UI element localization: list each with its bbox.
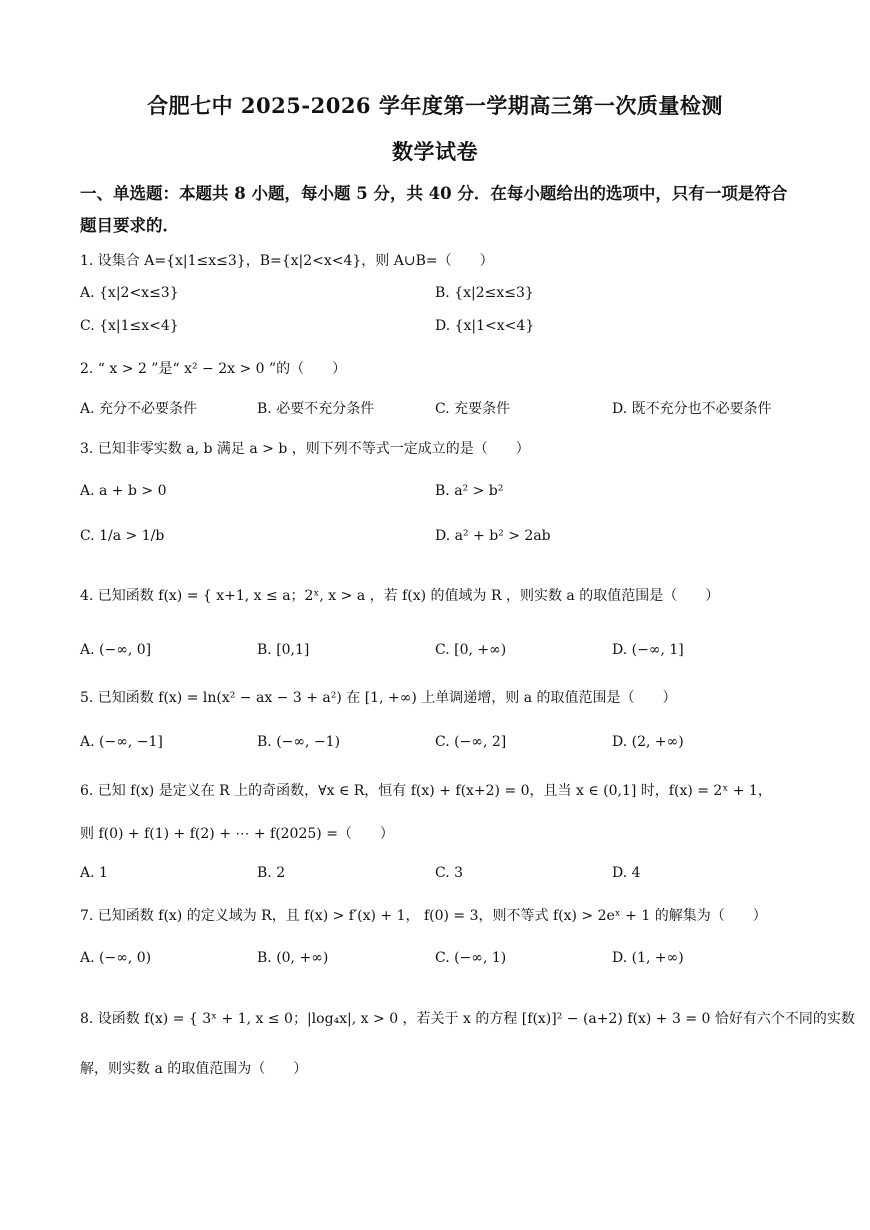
question-1-stem: 1. 设集合 A={x|1≤x≤3}，B={x|2<x<4}，则 A∪B=（ ） (80, 253, 494, 269)
question-5-stem: 5. 已知函数 f(x) = ln(x² − ax − 3 + a²) 在 [1, +∞) 上单调递增，则 a 的取值范围是（ ） (80, 690, 677, 706)
question-6-stem: 6. 已知 f(x) 是定义在 R 上的奇函数，∀x ∈ R，恒有 f(x) + f(x+2) = 0，且当 x ∈ (0,1] 时，f(x) = 2ˣ + 1， (80, 783, 772, 799)
question-8-stem-continued: 解，则实数 a 的取值范围为（ ） (80, 1061, 308, 1077)
section-heading-line2: 题目要求的． (80, 216, 179, 235)
question-4-option-b: B. [0,1] (257, 642, 310, 658)
question-6-option-d: D. 4 (612, 865, 641, 881)
question-1-option-a: A. {x|2<x≤3} (80, 285, 179, 301)
question-1-option-b: B. {x|2≤x≤3} (435, 285, 534, 301)
question-8-stem: 8. 设函数 f(x) = { 3ˣ + 1, x ≤ 0；|log₄x|, x > 0 ，若关于 x 的方程 [f(x)]² − (a+2) f(x) + 3 = 0 恰好有六个不同的实数 (80, 1011, 855, 1027)
question-6-option-a: A. 1 (80, 865, 108, 881)
question-4-option-c: C. [0, +∞) (435, 642, 507, 658)
question-3-option-a: A. a + b > 0 (80, 483, 167, 499)
exam-subtitle: 数学试卷 (392, 139, 478, 164)
question-4-stem: 4. 已知函数 f(x) = { x+1, x ≤ a；2ˣ, x > a ，若 f(x) 的值域为 R ，则实数 a 的取值范围是（ ） (80, 588, 720, 604)
question-1-option-c: C. {x|1≤x<4} (80, 318, 179, 334)
question-4-option-a: A. (−∞, 0] (80, 642, 152, 658)
question-5-option-b: B. (−∞, −1) (257, 734, 341, 750)
question-3-option-d: D. a² + b² > 2ab (435, 528, 551, 544)
question-1-option-d: D. {x|1<x<4} (435, 318, 535, 334)
question-7-option-d: D. (1, +∞) (612, 950, 684, 966)
question-3-option-c: C. 1/a > 1/b (80, 528, 165, 544)
question-5-option-d: D. (2, +∞) (612, 734, 684, 750)
question-7-option-a: A. (−∞, 0) (80, 950, 152, 966)
question-6-stem-continued: 则 f(0) + f(1) + f(2) + ⋯ + f(2025) =（ ） (80, 826, 394, 842)
question-2-stem: 2. “ x > 2 ”是“ x² − 2x > 0 ”的（ ） (80, 361, 347, 377)
question-2-option-d: D. 既不充分也不必要条件 (612, 401, 772, 417)
question-3-option-b: B. a² > b² (435, 483, 504, 499)
question-6-option-b: B. 2 (257, 865, 286, 881)
question-6-option-c: C. 3 (435, 865, 464, 881)
question-7-option-c: C. (−∞, 1) (435, 950, 507, 966)
question-2-option-c: C. 充要条件 (435, 401, 511, 417)
question-7-option-b: B. (0, +∞) (257, 950, 329, 966)
question-3-stem: 3. 已知非零实数 a, b 满足 a > b ，则下列不等式一定成立的是（ ） (80, 441, 530, 457)
question-5-option-a: A. (−∞, −1] (80, 734, 163, 750)
question-7-stem: 7. 已知函数 f(x) 的定义域为 R，且 f(x) > f′(x) + 1， f(0) = 3，则不等式 f(x) > 2eˣ + 1 的解集为（ ） (80, 908, 767, 924)
question-2-option-b: B. 必要不充分条件 (257, 401, 375, 417)
section-heading-line1: 一、单选题：本题共 8 小题，每小题 5 分，共 40 分．在每小题给出的选项中，只有一项是符合 (80, 184, 788, 203)
question-2-option-a: A. 充分不必要条件 (80, 401, 198, 417)
exam-title: 合肥七中 2025-2026 学年度第一学期高三第一次质量检测 (147, 93, 723, 118)
question-5-option-c: C. (−∞, 2] (435, 734, 507, 750)
question-4-option-d: D. (−∞, 1] (612, 642, 684, 658)
